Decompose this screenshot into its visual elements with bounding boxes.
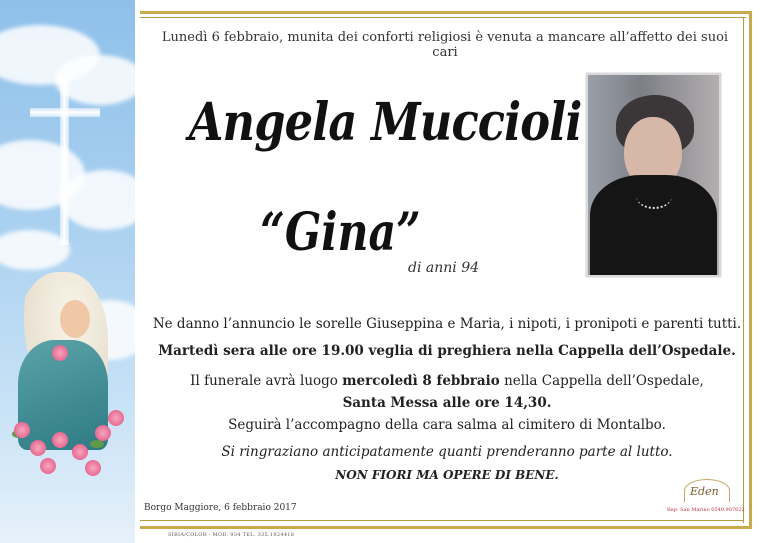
eden-logo: Eden (690, 485, 719, 498)
rose-icon (72, 444, 88, 460)
frame-border (749, 11, 752, 529)
deceased-nickname: “Gina” (260, 202, 421, 263)
funeral-notice (150, 373, 744, 389)
funeral-date: mercoledì 8 febbraio (342, 373, 500, 389)
eden-logo-subtitle: Rep. San Marino 0549.907622 (667, 507, 745, 513)
rose-icon (40, 458, 56, 474)
place-date: Borgo Maggiore, 6 febbraio 2017 (144, 503, 297, 513)
deceased-name: Angela Muccioli (188, 92, 582, 153)
rose-icon (52, 432, 68, 448)
rose-icon (30, 440, 46, 456)
family-announcement: Ne danno l’annuncio le sorelle Giuseppina e Maria, i nipoti, i pronipoti e parenti tutti. (152, 316, 742, 332)
photo-necklace (636, 183, 672, 209)
rose-icon (14, 422, 30, 438)
leaf (90, 440, 104, 448)
religious-image-panel (0, 0, 135, 543)
funeral-prefix: Il funerale avrà luogo (190, 373, 343, 389)
frame-border (140, 17, 746, 18)
frame-border (140, 526, 752, 529)
vigil-notice: Martedì sera alle ore 19.00 veglia di preghiera nella Cappella dell’Ospedale. (158, 343, 736, 359)
rose-icon (52, 345, 68, 361)
funeral-suffix: nella Cappella dell’Ospedale, (499, 373, 704, 389)
mass-notice: Santa Messa alle ore 14,30. (342, 395, 552, 411)
frame-border (140, 520, 744, 521)
deceased-age: di anni 94 (408, 260, 480, 276)
cloud (60, 170, 135, 230)
madonna-face (60, 300, 90, 338)
no-flowers-notice: NON FIORI MA OPERE DI BENE. (335, 468, 559, 482)
rose-icon (85, 460, 101, 476)
rose-icon (108, 410, 124, 426)
cross-icon-bar (30, 108, 100, 117)
frame-border (140, 11, 752, 14)
printer-code: SIBIA/COLOR - MOD. 934 TEL. 335.1924418 (168, 532, 295, 538)
thanks-notice: Si ringraziano anticipatamente quanti prenderanno parte al lutto. (221, 444, 673, 460)
deceased-photo (586, 73, 721, 277)
burial-notice: Seguirà l’accompagno della cara salma al cimitero di Montalbo. (228, 417, 666, 433)
cross-icon (60, 75, 69, 245)
intro-text: Lunedì 6 febbraio, munita dei conforti religiosi è venuta a mancare all’affetto dei suoi cari (161, 30, 729, 60)
rose-icon (95, 425, 111, 441)
